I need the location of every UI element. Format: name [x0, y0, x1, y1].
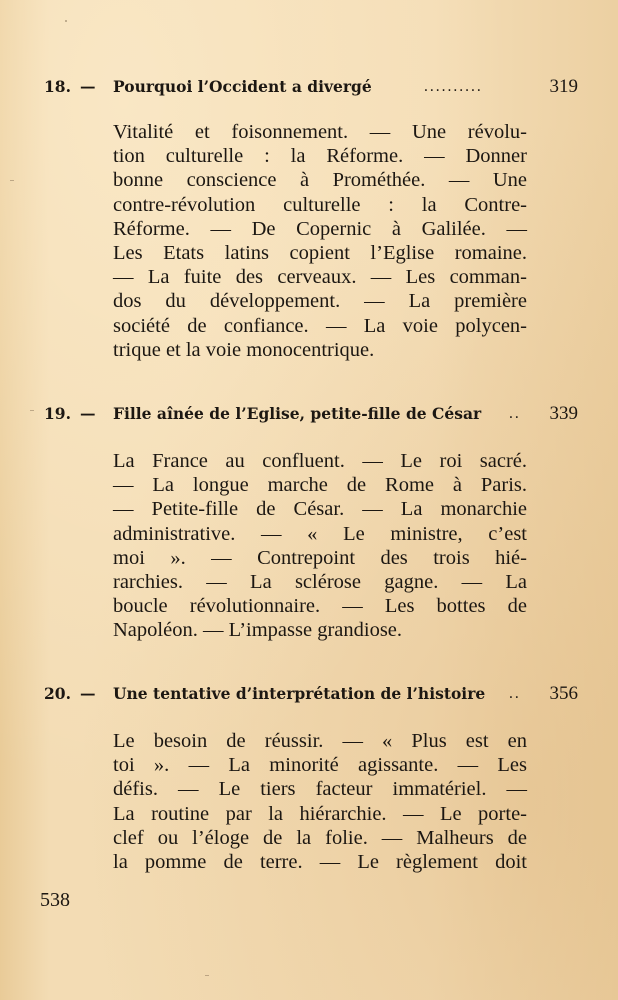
summary-line: Réforme. — De Copernic à Galilée. —	[113, 217, 527, 240]
summary-line: Napoléon. — L’impasse grandiose.	[113, 619, 403, 642]
summary-line: défis. — Le tiers facteur immatériel. —	[113, 778, 527, 801]
chapter-title: Pourquoi l’Occident a divergé	[113, 77, 372, 96]
dot-leader: ..	[509, 685, 521, 702]
page-folio-number: 538	[40, 889, 70, 911]
chapter-dash: —	[80, 404, 96, 423]
summary-line: société de confiance. — La voie polycen-	[113, 314, 527, 337]
chapter-number: 19.	[44, 404, 71, 423]
summary-line: bonne conscience à Prométhée. — Une	[113, 169, 527, 192]
paper-speck	[30, 410, 34, 411]
summary-line: tion culturelle : la Réforme. — Donner	[113, 145, 527, 168]
chapter-heading	[0, 401, 618, 427]
chapter-dash: —	[80, 77, 96, 96]
chapter-title: Une tentative d’interprétation de l’histoire	[113, 684, 486, 703]
chapter-page-number: 319	[549, 76, 578, 97]
chapter-19-summary	[113, 449, 527, 643]
summary-line: — Petite-fille de César. — La monarchie	[113, 498, 527, 521]
chapter-20-summary	[113, 729, 527, 874]
summary-line: contre-révolution culturelle : la Contre-	[113, 193, 527, 216]
summary-line: administrative. — « Le ministre, c’est	[113, 522, 527, 545]
chapter-number: 18.	[44, 77, 71, 96]
chapter-18-entry	[0, 74, 618, 100]
dot-leader: ..	[509, 405, 521, 422]
summary-line: — La longue marche de Rome à Paris.	[113, 474, 527, 497]
summary-line: clef ou l’éloge de la folie. — Malheurs de	[113, 826, 527, 849]
chapter-18-summary	[113, 120, 527, 362]
summary-line: La routine par la hiérarchie. — Le porte-	[113, 802, 527, 825]
chapter-page-number: 339	[549, 403, 578, 424]
summary-line: Vitalité et foisonnement. — Une révolu-	[113, 121, 527, 143]
chapter-number: 20.	[44, 684, 71, 703]
paper-speck	[10, 180, 14, 181]
summary-line: toi ». — La minorité agissante. — Les	[113, 754, 527, 777]
chapter-title: Fille aînée de l’Eglise, petite-fille de César	[113, 404, 482, 423]
summary-line: — La fuite des cerveaux. — Les comman-	[113, 266, 527, 289]
summary-line: dos du développement. — La première	[113, 290, 527, 313]
dot-leader: ..........	[424, 78, 483, 95]
summary-line: rarchies. — La sclérose gagne. — La	[113, 570, 527, 593]
summary-line: moi ». — Contrepoint des trois hié-	[113, 546, 527, 569]
summary-line: Les Etats latins copient l’Eglise romaine.	[113, 241, 527, 264]
chapter-dash: —	[80, 684, 96, 703]
chapter-heading	[0, 681, 618, 707]
summary-line: trique et la voie monocentrique.	[113, 338, 375, 361]
summary-line: Le besoin de réussir. — « Plus est en	[113, 730, 527, 752]
chapter-20-entry	[0, 681, 618, 707]
paper-speck	[65, 20, 67, 22]
chapter-page-number: 356	[549, 683, 578, 704]
summary-line: la pomme de terre. — Le règlement doit	[113, 850, 527, 873]
paper-speck	[205, 975, 209, 976]
summary-line: La France au confluent. — Le roi sacré.	[113, 450, 527, 472]
chapter-19-entry	[0, 401, 618, 427]
chapter-heading	[0, 74, 618, 100]
summary-line: boucle révolutionnaire. — Les bottes de	[113, 595, 527, 618]
